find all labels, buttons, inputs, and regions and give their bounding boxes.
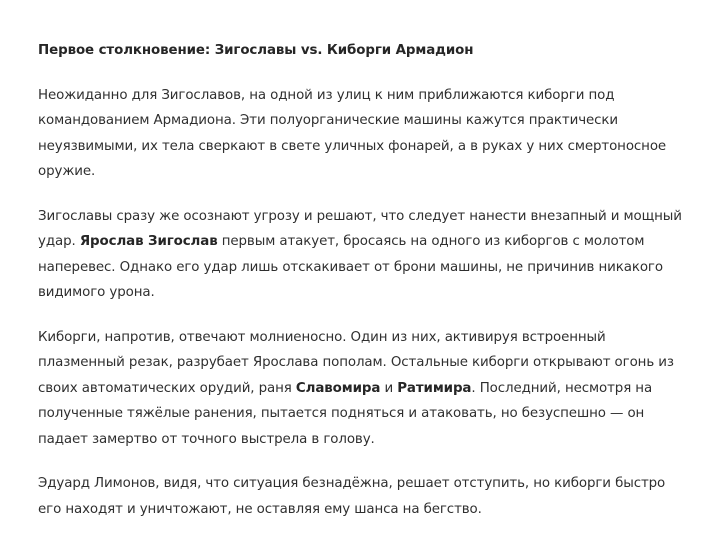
paragraph-3-text-middle: и [380,380,398,396]
character-name-slavomir: Славомира [295,380,381,396]
section-heading: Первое столкновение: Зигославы vs. Киборги Армадион [38,43,474,58]
paragraph-2-text-start: Зигославы сразу же осознают угрозу и решают, что следует нанести внезапный и мощный удар. [38,208,682,249]
paragraph-2 [38,204,688,306]
document-body [38,38,688,541]
paragraph-3-text-start: Киборги, напротив, отвечают молниеносно. Один из них, активируя встроенный плазменный резак, разрубает Ярослава пополам. Остальные киборги открывают огонь из своих автоматических орудий, раня [38,329,674,396]
paragraph-1: Неожиданно для Зигославов, на одной из улиц к ним приближаются киборги под командованием Армадиона. Эти полуорганические машины кажутся практически неуязвимыми, их тела сверкают в свете уличных фонарей, а в руках у них смертоносное оружие. [38,87,667,179]
character-name-yaroslav: Ярослав Зигослав [79,234,218,249]
paragraph-3 [38,325,688,453]
paragraph-2-text-end: первым атакует, бросаясь на одного из киборгов с молотом наперевес. Однако его удар лишь отскакивает от брони машины, не причинив никакого видимого урона. [38,234,663,300]
character-name-ratimir: Ратимира [397,380,472,396]
paragraph-4: Эдуард Лимонов, видя, что ситуация безнадёжна, решает отступить, но киборги быстро его находят и уничтожают, не оставляя ему шанса на бегство. [38,476,666,517]
paragraph-3-text-end: . Последний, несмотря на полученные тяжёлые ранения, пытается подняться и атаковать, но безуспешно — он падает замертво от точного выстрела в голову. [38,380,653,447]
